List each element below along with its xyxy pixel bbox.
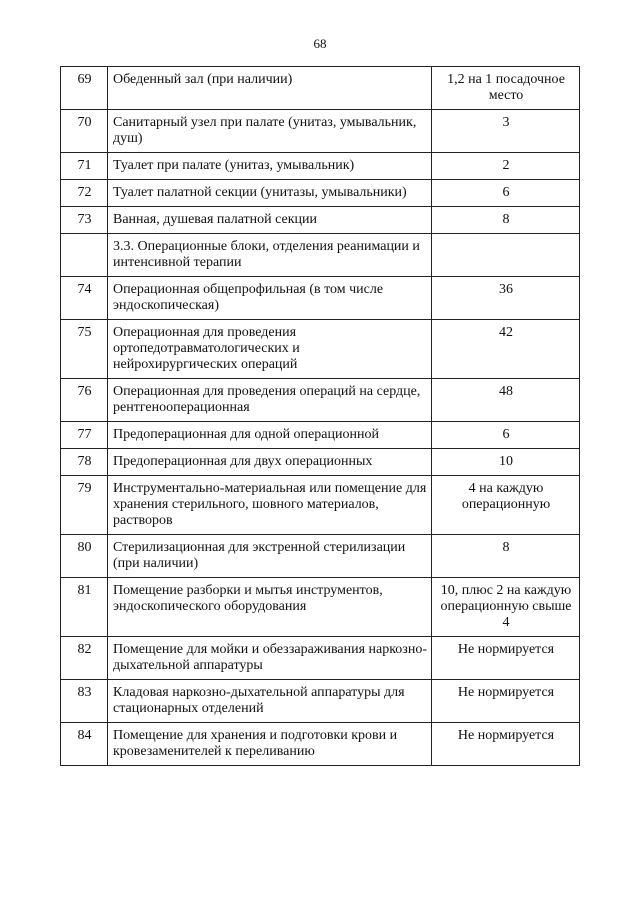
row-number: 76 (61, 379, 108, 422)
table-row (61, 449, 580, 476)
area-norm: Не нормируется (432, 637, 580, 680)
area-norm: 48 (432, 379, 580, 422)
row-number: 77 (61, 422, 108, 449)
section-heading: 3.3. Операционные блоки, отделения реанимации и интенсивной терапии (108, 234, 432, 277)
row-number: 82 (61, 637, 108, 680)
area-norm: Не нормируется (432, 723, 580, 766)
table-row (61, 680, 580, 723)
room-name: Помещение для хранения и подготовки крови и кровезаменителей к переливанию (108, 723, 432, 766)
room-name: Помещение для мойки и обеззараживания наркозно-дыхательной аппаратуры (108, 637, 432, 680)
row-number: 78 (61, 449, 108, 476)
room-name: Туалет при палате (унитаз, умывальник) (108, 153, 432, 180)
area-norm: Не нормируется (432, 680, 580, 723)
row-number: 69 (61, 67, 108, 110)
row-number: 72 (61, 180, 108, 207)
room-name: Операционная общепрофильная (в том числе эндоскопическая) (108, 277, 432, 320)
area-norm: 3 (432, 110, 580, 153)
row-number: 81 (61, 578, 108, 637)
table-row (61, 535, 580, 578)
room-name: Помещение разборки и мытья инструментов, эндоскопического оборудования (108, 578, 432, 637)
table-row (61, 67, 580, 110)
area-norm: 10 (432, 449, 580, 476)
area-norm: 10, плюс 2 на каждую операционную свыше 4 (432, 578, 580, 637)
room-name: Туалет палатной секции (унитазы, умывальники) (108, 180, 432, 207)
page-number: 68 (313, 36, 327, 51)
row-number: 74 (61, 277, 108, 320)
area-norm: 8 (432, 207, 580, 234)
table-row (61, 277, 580, 320)
area-norm: 4 на каждую операционную (432, 476, 580, 535)
room-name: Ванная, душевая палатной секции (108, 207, 432, 234)
room-name: Стерилизационная для экстренной стерилизации (при наличии) (108, 535, 432, 578)
area-norm (432, 234, 580, 277)
room-name: Операционная для проведения операций на сердце, рентгенооперационная (108, 379, 432, 422)
room-name: Кладовая наркозно-дыхательной аппаратуры для стационарных отделений (108, 680, 432, 723)
table-row (61, 379, 580, 422)
table-row (61, 637, 580, 680)
area-norm: 8 (432, 535, 580, 578)
area-norm: 6 (432, 180, 580, 207)
row-number: 70 (61, 110, 108, 153)
table-row (61, 207, 580, 234)
table-row (61, 320, 580, 379)
area-norm: 1,2 на 1 посадочное место (432, 67, 580, 110)
area-norm: 42 (432, 320, 580, 379)
room-name: Предоперационная для двух операционных (108, 449, 432, 476)
area-norm: 2 (432, 153, 580, 180)
room-name: Операционная для проведения ортопедотравматологических и нейрохирургических операций (108, 320, 432, 379)
table-row (61, 723, 580, 766)
norms-table (60, 66, 580, 766)
row-number (61, 234, 108, 277)
row-number: 83 (61, 680, 108, 723)
room-name: Обеденный зал (при наличии) (108, 67, 432, 110)
section-heading-row (61, 234, 580, 277)
row-number: 84 (61, 723, 108, 766)
table-row (61, 476, 580, 535)
room-name: Санитарный узел при палате (унитаз, умывальник, душ) (108, 110, 432, 153)
row-number: 75 (61, 320, 108, 379)
row-number: 79 (61, 476, 108, 535)
row-number: 71 (61, 153, 108, 180)
norms-table-body (61, 67, 580, 766)
table-row (61, 578, 580, 637)
table-row (61, 422, 580, 449)
room-name: Предоперационная для одной операционной (108, 422, 432, 449)
table-row (61, 180, 580, 207)
area-norm: 36 (432, 277, 580, 320)
row-number: 80 (61, 535, 108, 578)
table-row (61, 110, 580, 153)
table-row (61, 153, 580, 180)
area-norm: 6 (432, 422, 580, 449)
room-name: Инструментально-материальная или помещение для хранения стерильного, шовного материалов, растворов (108, 476, 432, 535)
row-number: 73 (61, 207, 108, 234)
